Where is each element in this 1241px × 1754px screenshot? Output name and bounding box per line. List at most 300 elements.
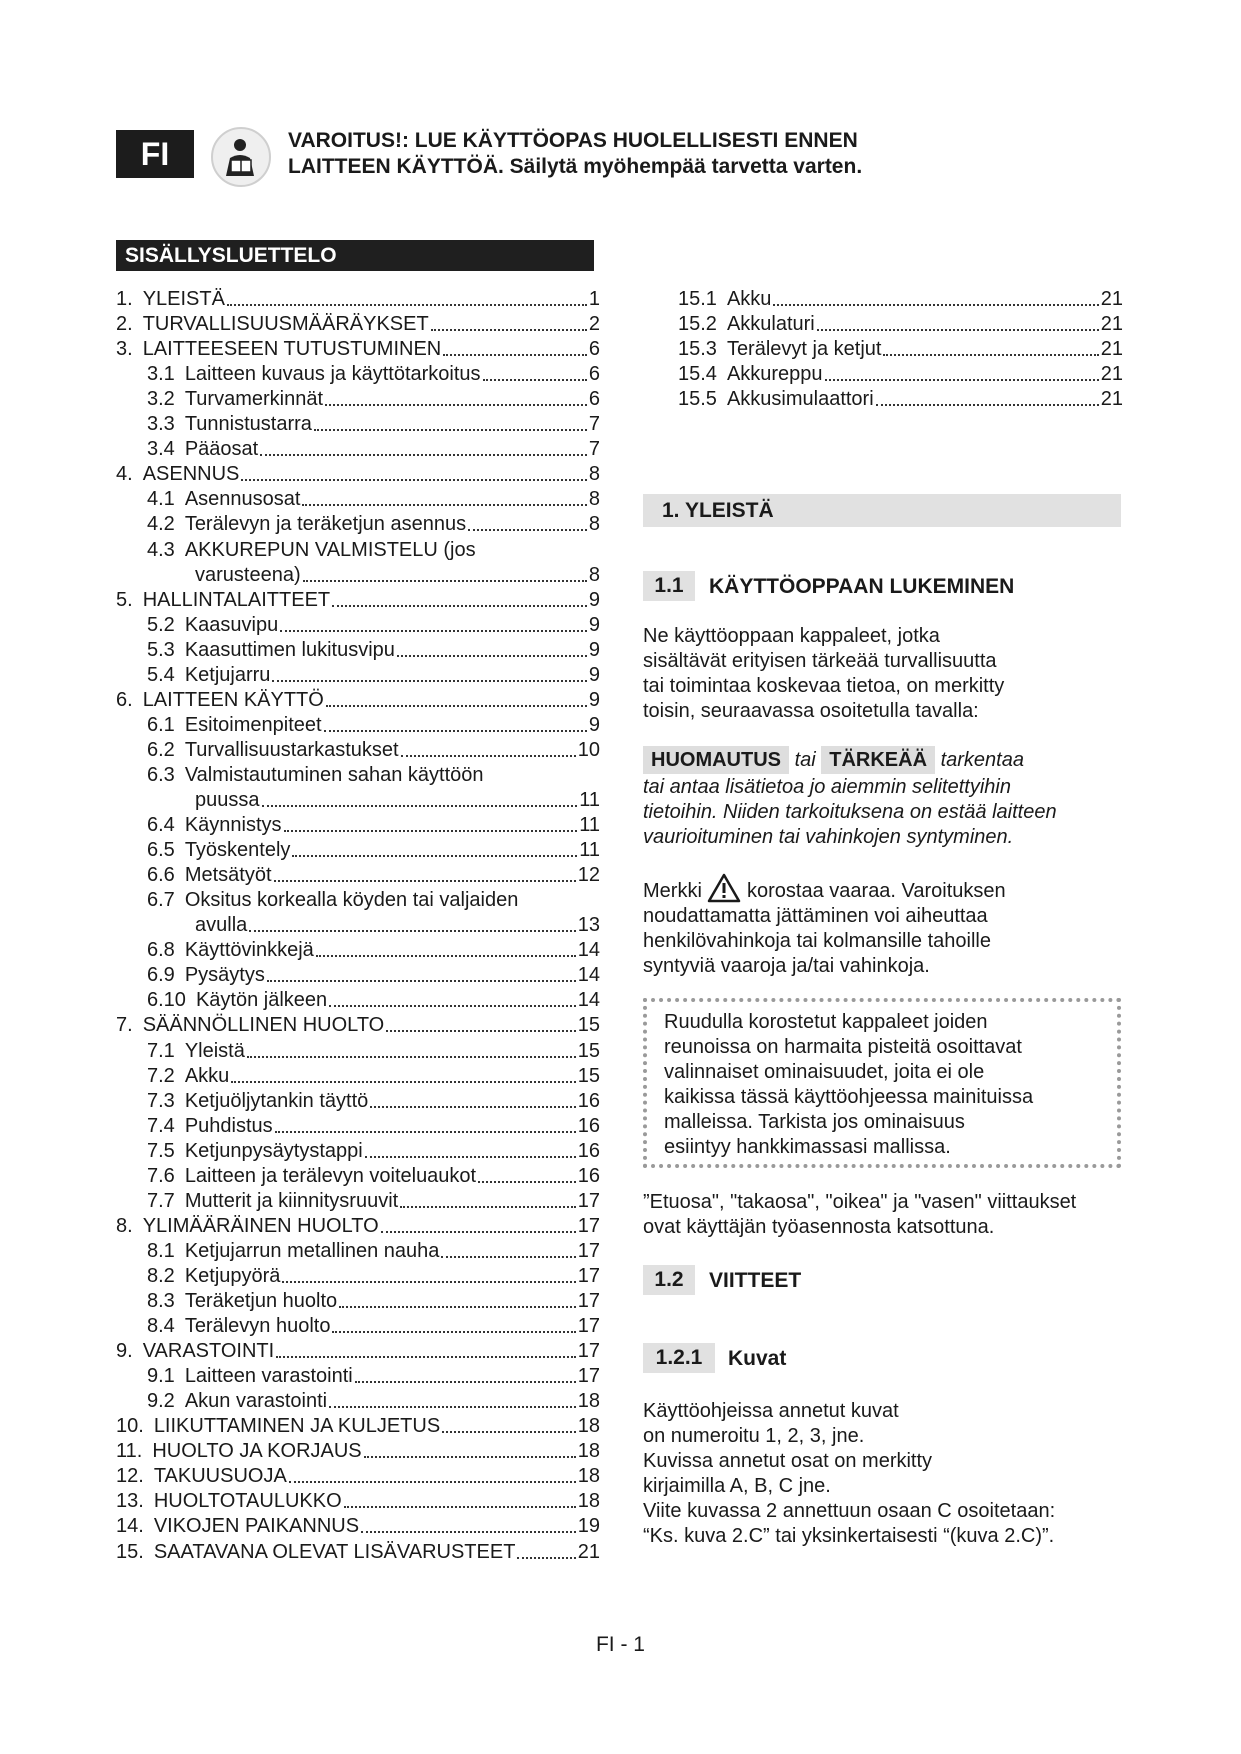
toc-leader-dots [249,930,575,932]
toc-entry-title: Ketjujarru [184,663,271,686]
toc-leader-dots [370,1106,576,1108]
toc-entry-title: TAKUUSUOJA [153,1465,287,1488]
toc-entry-number: 8.1 [147,1239,175,1262]
toc-entry-page: 18 [577,1440,600,1463]
toc-entry-number: 6.8 [147,939,175,962]
toc-leader-dots [478,1181,576,1183]
text-line: malleissa. Tarkista jos ominaisuus [664,1111,965,1133]
toc-entry-title: Akkusimulaattori [726,388,874,411]
toc-entry-title: Turvamerkinnät [184,388,324,411]
toc-entry [116,1339,600,1364]
toc-entry [147,1364,600,1389]
toc-entry-page: 8 [588,563,600,586]
toc-leader-dots [401,755,576,757]
toc-entry [147,1264,600,1289]
note-tag-huomautus: HUOMAUTUS [643,746,789,774]
direction-paragraph [643,1190,1143,1240]
toc-entry-page: 16 [577,1139,600,1162]
toc-leader-dots [241,479,586,481]
section-heading-text: 1. YLEISTÄ [662,498,774,522]
toc-entry [147,1114,600,1139]
toc-entry [147,638,600,663]
toc-entry [147,362,600,387]
toc-leader-dots [483,379,587,381]
toc-entry-page: 17 [577,1365,600,1388]
toc-entry-number: 5.3 [147,638,175,661]
warning-paragraph [643,873,1133,979]
toc-entry-number: 7.1 [147,1039,175,1062]
toc-entry-number: 1. [116,288,133,310]
warning-triangle-icon [707,873,741,903]
toc-entry [147,838,600,863]
toc-entry [147,1289,600,1314]
toc-entry [116,312,600,337]
note-tag-tarkeaa: TÄRKEÄÄ [821,746,935,774]
toc-entry-number: 4.2 [147,513,175,536]
toc-entry [678,287,1123,312]
toc-entry-page: 15 [577,1039,600,1062]
toc-entry [195,913,600,938]
toc-entry-number: 5.2 [147,613,175,636]
toc-leader-dots [400,1206,576,1208]
note-paragraph [643,745,1133,850]
toc-entry-page: 9 [588,663,600,686]
toc-entry-number: 6.1 [147,713,175,736]
toc-leader-dots [365,1156,576,1158]
toc-entry-page: 12 [577,864,600,887]
toc-entry-title: puussa [195,789,260,811]
toc-entry-page: 15 [577,1064,600,1087]
toc-leader-dots [231,1081,575,1083]
toc-entry-title: Akkulaturi [726,313,815,336]
toc-entry [116,287,600,312]
toc-entry-number: 6.3 [147,763,175,786]
toc-entry [678,362,1123,387]
section-heading-yleista [643,494,1121,527]
toc-entry-number: 10. [116,1415,144,1438]
toc-leader-dots [316,955,576,957]
toc-leader-dots [289,1481,576,1483]
toc-entry-page: 14 [577,964,600,987]
toc-leader-dots [397,655,587,657]
toc-entry-page: 17 [577,1290,600,1312]
toc-entry-title: Käytön jälkeen [195,989,328,1012]
toc-entry-page: 21 [1100,313,1123,336]
toc-entry-number: 8. [116,1214,133,1237]
toc-leader-dots [344,1506,576,1508]
toc-entry [147,412,600,437]
toc-entry [147,1164,600,1189]
toc-entry-page: 17 [577,1239,600,1262]
toc-entry-page: 14 [577,989,600,1012]
toc-leader-dots [876,404,1099,406]
toc-entry [678,337,1123,362]
toc-entry-title: Käyttövinkkejä [184,939,314,962]
toc-entry-page: 6 [588,363,600,386]
toc-entry-title: Oksitus korkealla köyden tai valjaiden [184,889,519,912]
toc-entry-title: Terälevyn ja teräketjun asennus [184,513,467,536]
toc-entry-number: 6.10 [147,989,186,1012]
toc-entry-page: 9 [588,588,600,611]
toc-entry-title: varusteena) [195,563,301,586]
toc-entry-title: SÄÄNNÖLLINEN HUOLTO [142,1014,385,1037]
toc-entry [116,1540,600,1565]
toc-leader-dots [314,429,587,431]
toc-entry [147,763,600,788]
text-line: henkilövahinkoja tai kolmansille tahoille [643,930,991,952]
subsection-number: 1.2.1 [643,1343,715,1373]
toc-leader-dots [443,354,587,356]
toc-entry-page: 13 [577,914,600,937]
toc-entry-number: 7. [116,1014,133,1037]
toc-entry [116,1489,600,1514]
toc-entry-number: 7.4 [147,1114,175,1137]
warn-pre: Merkki [643,880,702,902]
toc-entry-number: 9.1 [147,1365,175,1388]
warning-line-1: VAROITUS!: LUE KÄYTTÖOPAS HUOLELLISESTI ENNEN [288,129,858,152]
toc-entry-number: 8.2 [147,1264,175,1287]
toc-entry-number: 4.1 [147,488,175,511]
toc-entry-number: 5.4 [147,663,175,686]
toc-entry [116,462,600,487]
text-line: valinnaiset ominaisuudet, joita ei ole [664,1061,985,1083]
toc-entry [147,387,600,412]
toc-leader-dots [381,1231,576,1233]
language-badge: FI [116,130,194,178]
toc-entry [116,1439,600,1464]
toc-entry-number: 7.6 [147,1164,175,1187]
toc-leader-dots [441,1256,575,1258]
text-line: Ne käyttöoppaan kappaleet, jotka [643,625,940,647]
toc-entry-page: 9 [588,638,600,661]
toc-entry [147,613,600,638]
toc-entry-page: 17 [577,1340,600,1363]
text-line: on numeroitu 1, 2, 3, jne. [643,1425,865,1447]
toc-entry-title: Työskentely [184,839,291,862]
subsection-title: Kuvat [728,1347,787,1370]
text-line: vaurioituminen tai vahinkojen syntyminen. [643,826,1014,848]
toc-entry [147,938,600,963]
text-line: sisältävät erityisen tärkeää turvallisuutta [643,650,997,672]
toc-entry-number: 6.6 [147,864,175,887]
toc-entry [678,387,1123,412]
toc-entry [147,813,600,838]
toc-leader-dots [329,1005,576,1007]
figures-paragraph [643,1399,1143,1549]
toc-entry-page: 18 [577,1465,600,1488]
text-line: toisin, seuraavassa osoitetulla tavalla: [643,700,979,722]
toc-entry-number: 12. [116,1465,144,1488]
toc-leader-dots [442,1431,576,1433]
toc-entry-number: 6.5 [147,839,175,862]
toc-entry-number: 9.2 [147,1390,175,1413]
toc-entry [195,788,600,813]
text-line: tietoihin. Niiden tarkoituksena on estää laitteen [643,801,1057,823]
toc-entry-title: Ketjuöljytankin täyttö [184,1089,369,1112]
toc-leader-dots [431,329,587,331]
toc-entry-title: Tunnistustarra [184,413,312,436]
toc-entry-title: ASENNUS [142,463,240,486]
note-line-rest: tarkentaa [940,749,1024,771]
toc-entry-title: Turvallisuustarkastukset [184,738,399,761]
toc-entry-number: 6.7 [147,889,175,912]
toc-entry-title: Esitoimenpiteet [184,713,322,736]
toc-entry-page: 21 [1100,363,1123,386]
toc-leader-dots [329,1406,576,1408]
optional-features-box [643,998,1121,1168]
text-line: tai antaa lisätietoa jo aiemmin selitettyihin [643,776,1011,798]
toc-entry [147,1314,600,1339]
toc-entry [678,312,1123,337]
toc-entry-title: Akkureppu [726,363,823,386]
toc-entry [147,963,600,988]
toc-entry-number: 2. [116,313,133,336]
toc-entry [147,1189,600,1214]
toc-entry-page: 18 [577,1490,600,1513]
toc-leader-dots [825,379,1099,381]
toc-entry-number: 6. [116,688,133,711]
toc-entry [147,1389,600,1414]
toc-entry-title: SAATAVANA OLEVAT LISÄVARUSTEET [153,1540,516,1563]
toc-leader-dots [468,529,587,531]
toc-entry-title: LAITTEESEEN TUTUSTUMINEN [142,338,442,361]
toc-entry-title: Ketjunpysäytystappi [184,1139,363,1162]
toc-entry-title: Käynnistys [184,814,282,837]
toc-leader-dots [227,304,587,306]
toc-entry-title: Ketjupyörä [184,1264,281,1287]
subsection-number: 1.2 [643,1265,695,1295]
toc-entry [116,1013,600,1038]
toc-entry [116,337,600,362]
text-line: Kuvissa annetut osat on merkitty [643,1450,933,1472]
toc-entry-title: Teräketjun huolto [184,1290,338,1312]
toc-entry-page: 15 [577,1014,600,1037]
subsection-title: KÄYTTÖOPPAAN LUKEMINEN [709,575,1015,598]
toc-entry-title: Kaasuttimen lukitusvipu [184,638,395,661]
toc-entry-title: Ketjujarrun metallinen nauha [184,1239,440,1262]
toc-entry-title: HALLINTALAITTEET [142,588,331,611]
toc-entry [116,1214,600,1239]
toc-entry-number: 6.2 [147,738,175,761]
toc-entry-number: 7.2 [147,1064,175,1087]
toc-entry-title: Pääosat [184,438,259,461]
toc-leader-dots [303,580,587,582]
toc-heading: SISÄLLYSLUETTELO [116,240,594,271]
toc-leader-dots [361,1531,576,1533]
toc-entry [147,1139,600,1164]
toc-leader-dots [325,404,587,406]
note-or: tai [794,749,816,771]
text-line: Käyttöohjeissa annetut kuvat [643,1400,899,1422]
text-line: ”Etuosa", "takaosa", "oikea" ja "vasen" viittaukset [643,1191,1077,1213]
toc-entry-title: Mutterit ja kiinnitysruuvit [184,1189,399,1212]
toc-leader-dots [883,354,1098,356]
toc-entry-page: 14 [577,939,600,962]
toc-entry-title: Laitteen ja terälevyn voiteluaukot [184,1164,477,1187]
toc-entry-number: 15.3 [678,338,717,361]
toc-entry-number: 9. [116,1340,133,1363]
toc-entry-page: 11 [579,839,600,862]
toc-entry-title: Puhdistus [184,1114,273,1137]
toc-entry-page: 17 [577,1189,600,1212]
toc-entry-page: 21 [1100,388,1123,411]
toc-entry [147,1089,600,1114]
toc-entry-title: Akku [184,1064,230,1087]
toc-entry-page: 19 [577,1515,600,1538]
text-line: reunoissa on harmaita pisteitä osoittavat [664,1036,1022,1058]
toc-entry-number: 14. [116,1515,144,1538]
toc-entry-page: 9 [588,688,600,711]
toc-entry-page: 17 [577,1214,600,1237]
toc-entry [147,1239,600,1264]
toc-entry [147,738,600,763]
toc-entry-title: Akun varastointi [184,1390,328,1413]
toc-entry [116,1464,600,1489]
toc-entry [147,663,600,688]
toc-entry-page: 8 [588,463,600,486]
toc-entry-page: 10 [577,738,600,761]
toc-leader-dots [326,705,587,707]
toc-entry-page: 8 [588,488,600,511]
toc-entry-number: 5. [116,588,133,611]
toc-leader-dots [284,830,578,832]
text-line: “Ks. kuva 2.C” tai yksinkertaisesti “(kuva 2.C)”. [643,1525,1055,1547]
toc-entry-page: 21 [1100,338,1123,361]
toc-entry-number: 3.2 [147,388,175,411]
toc-leader-dots [773,304,1098,306]
toc-entry-number: 3. [116,338,133,361]
toc-entry-number: 8.3 [147,1290,175,1312]
toc-entry-page: 16 [577,1114,600,1137]
subsection-title: VIITTEET [709,1269,802,1292]
toc-entry [147,538,600,563]
text-line: noudattamatta jättäminen voi aiheuttaa [643,905,988,927]
toc-entry-number: 15.5 [678,388,717,411]
toc-entry [147,888,600,913]
toc-leader-dots [292,855,577,857]
toc-entry-number: 7.5 [147,1139,175,1162]
toc-entry-title: Laitteen varastointi [184,1365,353,1388]
toc-leader-dots [276,1356,576,1358]
toc-leader-dots [262,805,578,807]
subsection-number: 1.1 [643,571,695,601]
text-line: Ruudulla korostetut kappaleet joiden [664,1011,988,1033]
toc-entry-number: 15.4 [678,363,717,386]
toc-entry-title: YLIMÄÄRÄINEN HUOLTO [142,1214,379,1237]
toc-entry-number: 15.2 [678,313,717,336]
toc-entry-page: 21 [1100,288,1123,310]
toc-entry-page: 9 [588,613,600,636]
toc-entry-title: VIKOJEN PAIKANNUS [153,1515,360,1538]
toc-entry-title: Metsätyöt [184,864,272,887]
toc-entry-title: avulla [195,914,248,937]
toc-entry-title: Laitteen kuvaus ja käyttötarkoitus [184,363,481,386]
toc-leader-dots [339,1306,576,1308]
toc-entry-number: 6.4 [147,814,175,837]
toc-entry-title: HUOLTO JA KORJAUS [152,1440,362,1463]
toc-entry-title: AKKUREPUN VALMISTELU (jos [184,538,476,561]
toc-entry-title: Terälevyn huolto [184,1315,331,1338]
toc-entry-page: 6 [588,388,600,411]
toc-leader-dots [517,1557,575,1559]
toc-entry-page: 1 [588,288,600,310]
toc-entry [116,588,600,613]
toc-entry [147,487,600,512]
warning-text [288,128,988,180]
toc-entry-number: 15. [116,1540,144,1563]
toc-entry [116,1514,600,1539]
toc-leader-dots [280,630,587,632]
toc-leader-dots [272,680,586,682]
toc-leader-dots [364,1456,576,1458]
warning-line-2: LAITTEEN KÄYTTÖÄ. Säilytä myöhempää tarvetta varten. [288,155,863,178]
page-number: FI - 1 [595,1633,645,1656]
toc-leader-dots [386,1030,576,1032]
toc-entry-title: Yleistä [184,1039,245,1062]
toc-leader-dots [324,730,587,732]
toc-entry [195,563,600,588]
toc-entry-page: 2 [588,313,600,336]
text-line: esiintyy hankkimassasi mallissa. [664,1136,951,1158]
warn-post: korostaa vaaraa. Varoituksen [747,880,1006,902]
toc-leader-dots [260,454,587,456]
toc-leader-dots [247,1056,576,1058]
toc-leader-dots [302,504,586,506]
toc-entry-number: 11. [116,1440,143,1463]
toc-entry-number: 6.9 [147,964,175,987]
intro-paragraph [643,624,1123,724]
toc-entry-page: 16 [577,1089,600,1112]
toc-entry [116,1414,600,1439]
text-line: Viite kuvassa 2 annettuun osaan C osoitetaan: [643,1500,1056,1522]
text-line: kaikissa tässä käyttöohjeessa mainituissa [664,1086,1034,1108]
toc-entry-number: 8.4 [147,1315,175,1338]
toc-entry-page: 9 [588,713,600,736]
read-manual-icon [210,126,272,188]
toc-entry-number: 7.3 [147,1089,175,1112]
toc-leader-dots [355,1381,576,1383]
toc-entry [147,1064,600,1089]
toc-entry [147,437,600,462]
toc-entry-title: Pysäytys [184,964,265,987]
text-line: ovat käyttäjän työasennosta katsottuna. [643,1216,995,1238]
toc-entry-page: 11 [579,789,600,811]
toc-entry-number: 4. [116,463,133,486]
toc-leader-dots [282,1281,575,1283]
toc-entry-number: 15.1 [678,288,717,310]
toc-leader-dots [267,980,576,982]
toc-entry-page: 17 [577,1264,600,1287]
text-line: kirjaimilla A, B, C jne. [643,1475,831,1497]
toc-entry [116,688,600,713]
toc-entry-page: 21 [577,1540,600,1563]
toc-entry-page: 16 [577,1164,600,1187]
toc-entry-title: LIIKUTTAMINEN JA KULJETUS [153,1415,441,1438]
toc-entry [147,863,600,888]
toc-entry-title: LAITTEEN KÄYTTÖ [142,688,324,711]
toc-entry-page: 7 [588,438,600,461]
toc-leader-dots [274,880,576,882]
toc-entry-page: 7 [588,413,600,436]
toc-entry-number: 3.4 [147,438,175,461]
toc-entry-title: Akku [726,288,772,310]
toc-entry-title: Kaasuvipu [184,613,279,636]
toc-entry-number: 13. [116,1490,144,1513]
toc-entry [147,512,600,537]
text-line: tai toimintaa koskevaa tietoa, on merkitty [643,675,1005,697]
toc-leader-dots [332,1331,575,1333]
toc-entry-page: 11 [579,814,600,837]
